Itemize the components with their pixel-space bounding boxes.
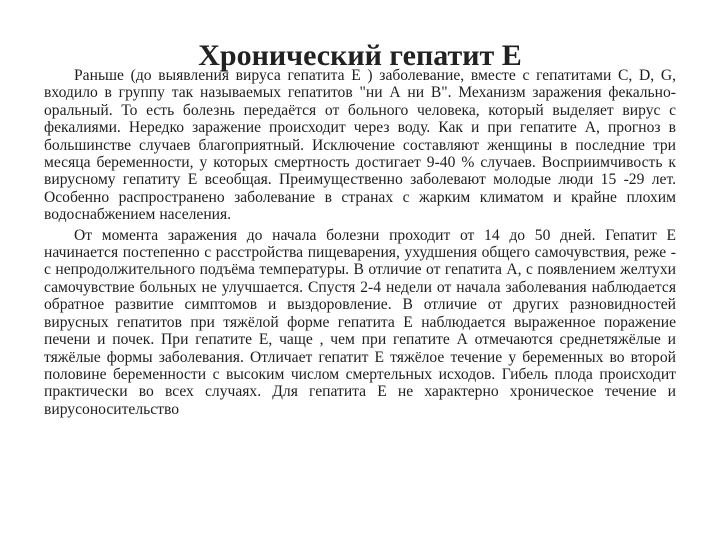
slide-body: [44, 67, 676, 418]
paragraph-transmission: Раньше (до выявления вируса гепатита Е ) заболевание, вместе с гепатитами С, D, G, входило в группу так называемых гепатитов "ни А ни В". Механизм заражения фекально-оральный. То есть болезнь передаётся от больного человека, который выделяет вирус с фекалиями. Нередко заражение происходит через воду. Как и при гепатите А, прогноз в большинстве случаев благоприятный. Исключение составляют женщины в последние три месяца беременности, у которых смертность достигает 9-40 % случаев. Восприимчивость к вирусному гепатиту Е всеобщая. Преимущественно заболевают молодые люди 15 -29 лет. Особенно распространено заболевание в странах с жарким климатом и крайне плохим водоснабжением населения.: [44, 67, 676, 224]
paragraph-clinical-course: От момента заражения до начала болезни проходит от 14 до 50 дней. Гепатит Е начинается постепенно с расстройства пищеварения, ухудшения общего самочувствия, реже - с непродолжительного подъёма температуры. В отличие от гепатита А, с появлением желтухи самочувствие больных не улучшается. Спустя 2-4 недели от начала заболевания наблюдается обратное развитие симптомов и выздоровление. В отличие от других разновидностей вирусных гепатитов при тяжёлой форме гепатита Е наблюдается выраженное поражение печени и почек. При гепатите Е, чаще , чем при гепатите А отмечаются среднетяжёлые и тяжёлые формы заболевания. Отличает гепатит Е тяжёлое течение у беременных во второй половине беременности с высоким числом смертельных исходов. Гибель плода происходит практически во всех случаях. Для гепатита Е не характерно хроническое течение и вирусоносительство: [44, 226, 676, 418]
slide-title: Хронический гепатит Е: [198, 39, 522, 73]
